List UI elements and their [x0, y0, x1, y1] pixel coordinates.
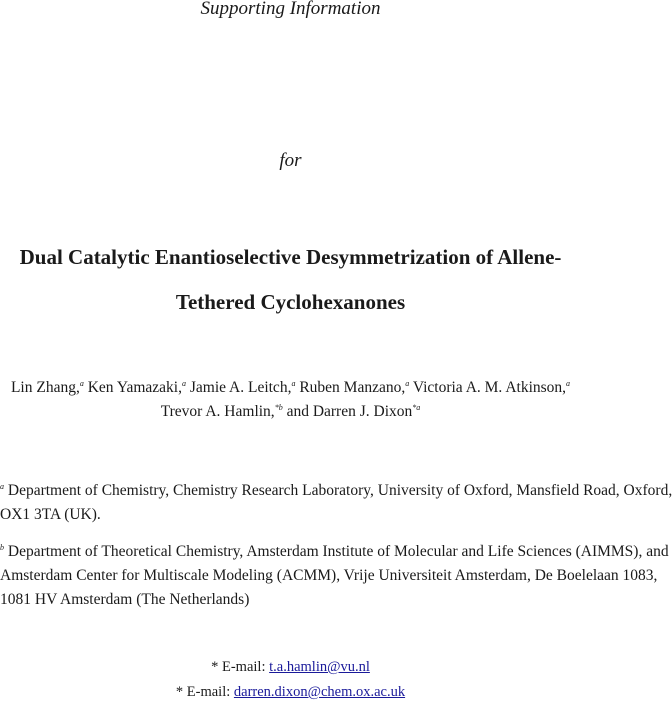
email-dixon — [0, 684, 581, 701]
author-name: Jamie A. Leitch, — [189, 379, 292, 396]
email-link-hamlin[interactable]: t.a.hamlin@vu.nl — [269, 659, 370, 675]
paper-title-line-2: Tethered Cyclohexanones — [175, 290, 406, 314]
email-hamlin — [0, 659, 581, 676]
author-list-line-2 — [0, 400, 581, 423]
affiliation-a — [0, 479, 672, 527]
affiliation-b — [0, 540, 669, 612]
email-prefix: * E-mail: — [175, 684, 234, 700]
author-list-line-1 — [0, 376, 581, 399]
author-affiliation-mark: a — [405, 378, 410, 388]
email-link-dixon[interactable]: darren.dixon@chem.ox.ac.uk — [233, 684, 406, 700]
supporting-information-heading: Supporting Information — [200, 0, 381, 19]
affiliation-text: Department of Chemistry, Chemistry Research Laboratory, University of Oxford, Mansfield Road, Oxford, — [7, 482, 672, 499]
affiliation-mark: b — [0, 542, 4, 552]
author-affiliation-mark: a — [181, 378, 186, 388]
affiliation-line — [0, 479, 672, 503]
author-affiliation-mark: *a — [412, 402, 421, 412]
for-label: for — [279, 150, 302, 171]
affiliation-mark: a — [0, 481, 4, 491]
email-prefix: * E-mail: — [211, 659, 270, 675]
author-affiliation-mark: a — [79, 378, 84, 388]
author-name: Trevor A. Hamlin, — [160, 403, 275, 420]
affiliation-line: Amsterdam Center for Multiscale Modeling (ACMM), Vrije Universiteit Amsterdam, De Boelelaan 1083, — [0, 567, 658, 584]
affiliation-line: OX1 3TA (UK). — [0, 506, 101, 523]
paper-title-line-1: Dual Catalytic Enantioselective Desymmetrization of Allene- — [19, 245, 562, 269]
author-affiliation-mark: a — [566, 378, 571, 388]
affiliation-text: Department of Theoretical Chemistry, Amsterdam Institute of Molecular and Life Sciences (AIMMS), and — [7, 543, 669, 560]
author-name: Ruben Manzano, — [299, 379, 406, 396]
author-name: Ken Yamazaki, — [87, 379, 182, 396]
affiliation-line: 1081 HV Amsterdam (The Netherlands) — [0, 591, 250, 608]
author-affiliation-mark: a — [291, 378, 296, 388]
author-name: Lin Zhang, — [10, 379, 80, 396]
affiliation-line — [0, 540, 669, 564]
author-name: Victoria A. M. Atkinson, — [412, 379, 567, 396]
author-affiliation-mark: *b — [274, 402, 283, 412]
author-name: and Darren J. Dixon — [286, 403, 413, 420]
